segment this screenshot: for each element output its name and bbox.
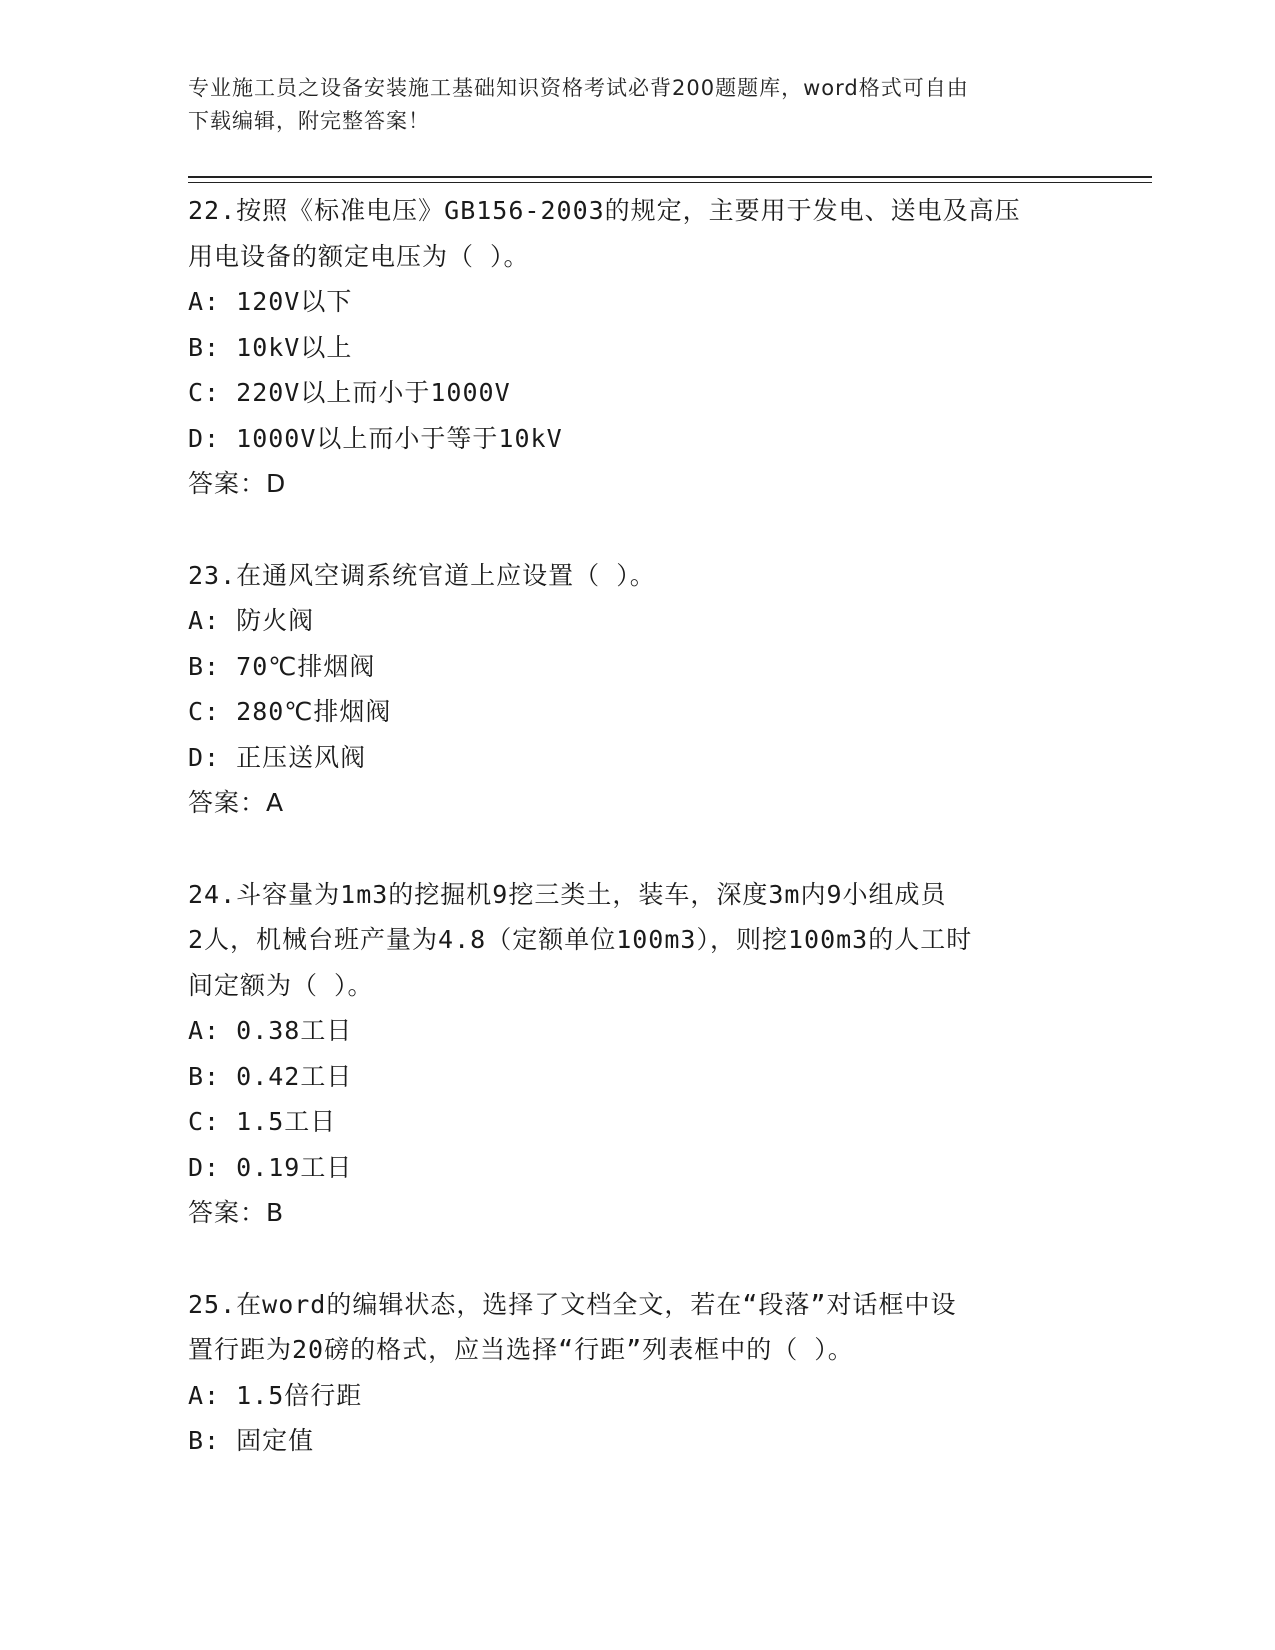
option-b: B: 固定值 — [188, 1426, 315, 1455]
answer-label: 答案：A — [188, 788, 285, 817]
question-stem-line: 25.在word的编辑状态，选择了文档全文，若在“段落”对话框中设 — [188, 1289, 957, 1319]
header-line-2: 下载编辑，附完整答案！ — [188, 109, 430, 133]
question-stem-line: 2人，机械台班产量为4.8（定额单位100m3），则挖100m3的人工时 — [188, 925, 973, 954]
question-25 — [188, 1282, 1088, 1464]
option-c: C: 1.5工日 — [188, 1107, 337, 1136]
question-gap — [188, 1236, 1088, 1282]
option-d: D: 0.19工日 — [188, 1152, 353, 1182]
question-gap — [188, 507, 1088, 553]
option-c: C: 220V以上而小于1000V — [188, 378, 511, 407]
option-d: D: 1000V以上而小于等于10kV — [188, 423, 563, 453]
header-rule-thin — [188, 182, 1152, 183]
header-line-1: 专业施工员之设备安装施工基础知识资格考试必背200题题库，word格式可自由 — [188, 76, 969, 100]
question-stem-line: 23.在通风空调系统官道上应设置（ ）。 — [188, 560, 656, 590]
question-stem-line: 间定额为（ ）。 — [188, 970, 374, 1000]
option-a: A: 0.38工日 — [188, 1016, 353, 1045]
question-23 — [188, 553, 1088, 826]
question-22 — [188, 188, 1088, 507]
option-a: A: 120V以下 — [188, 287, 353, 316]
option-b: B: 70℃排烟阀 — [188, 651, 376, 681]
option-b: B: 10kV以上 — [188, 332, 353, 362]
option-b: B: 0.42工日 — [188, 1061, 353, 1091]
header-rule-thick — [188, 176, 1152, 178]
question-24 — [188, 872, 1088, 1236]
question-gap — [188, 826, 1088, 872]
answer-label: 答案：B — [188, 1198, 285, 1227]
document-header — [188, 72, 1068, 138]
question-list — [188, 188, 1088, 1464]
question-stem-line: 22.按照《标准电压》GB156-2003的规定，主要用于发电、送电及高压 — [188, 196, 1021, 225]
answer-label: 答案：D — [188, 469, 287, 498]
question-stem-line: 置行距为20磅的格式，应当选择“行距”列表框中的（ ）。 — [188, 1335, 854, 1364]
question-stem-line: 用电设备的额定电压为（ ）。 — [188, 241, 530, 271]
option-d: D: 正压送风阀 — [188, 742, 367, 772]
option-c: C: 280℃排烟阀 — [188, 697, 392, 726]
question-stem-line: 24.斗容量为1m3的挖掘机9挖三类土，装车，深度3m内9小组成员 — [188, 879, 947, 909]
option-a: A: 防火阀 — [188, 606, 315, 635]
option-a: A: 1.5倍行距 — [188, 1380, 363, 1410]
